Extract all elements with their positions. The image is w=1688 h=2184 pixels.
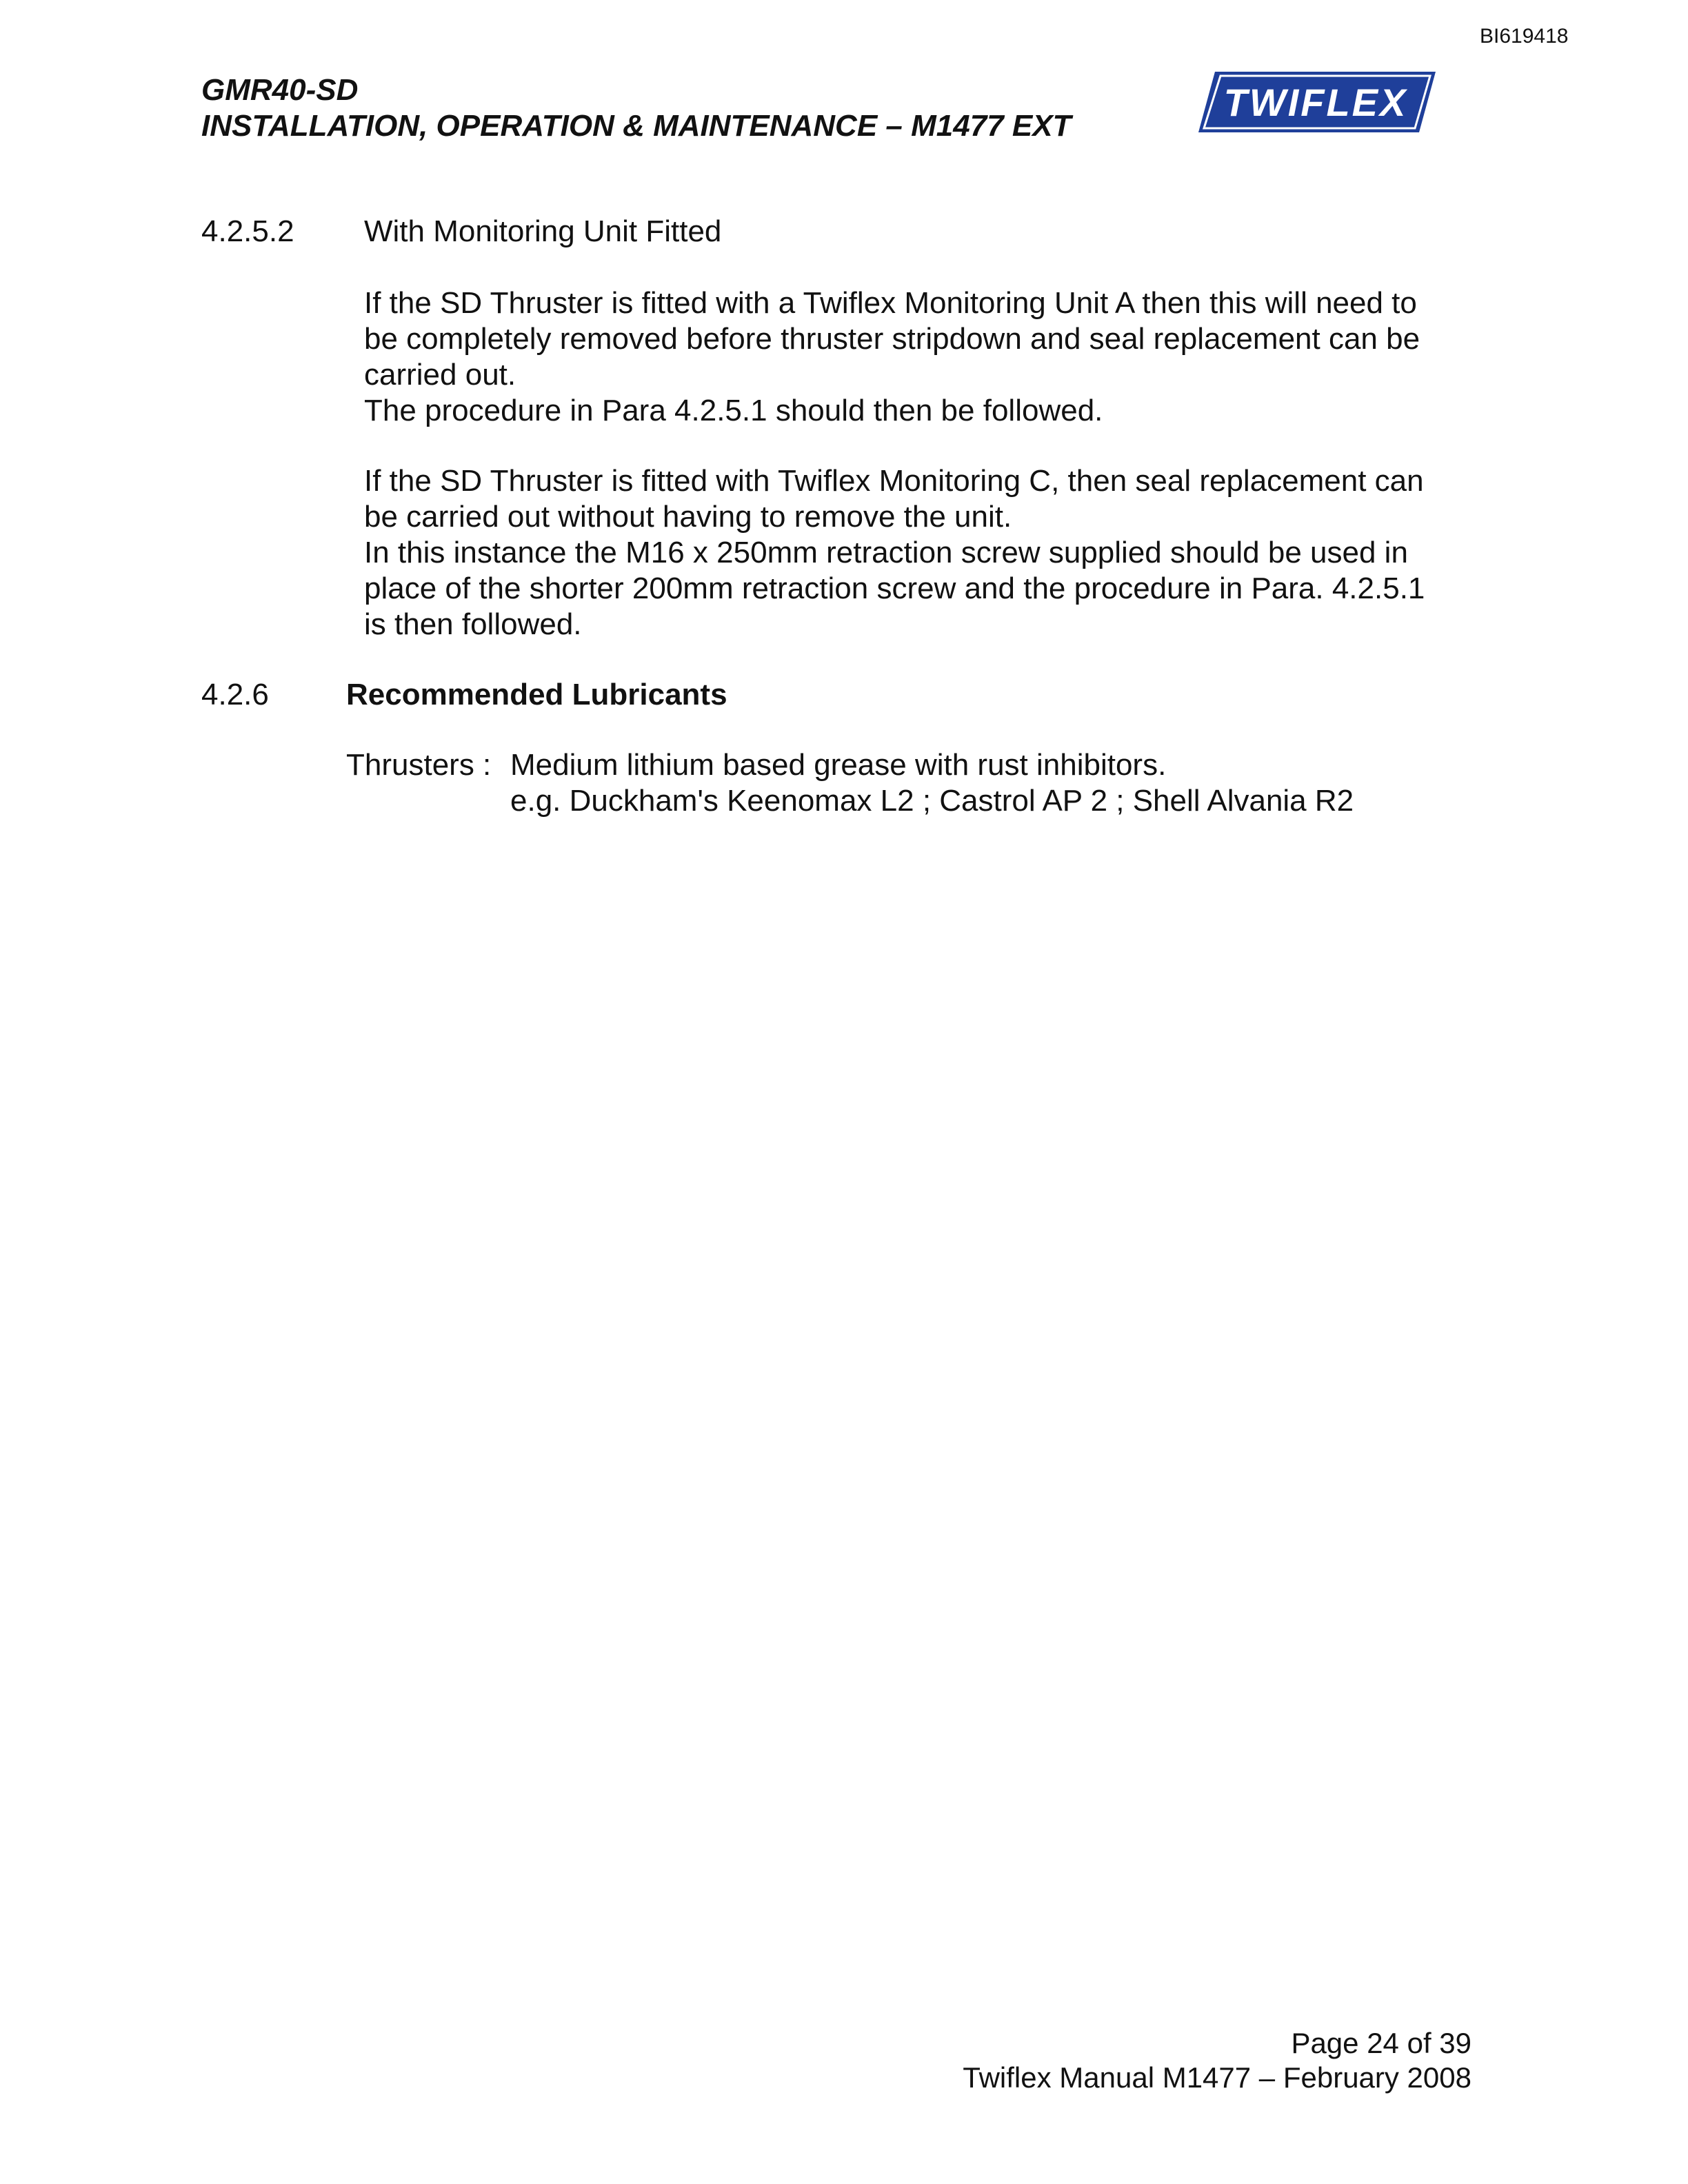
section-number-4-2-6: 4.2.6 bbox=[201, 678, 269, 711]
lubricant-label: Thrusters : bbox=[346, 748, 492, 782]
logo-text: TWIFLEX bbox=[1223, 81, 1408, 124]
paragraph-monitoring-unit-a bbox=[364, 285, 1420, 429]
lubricant-line: e.g. Duckham's Keenomax L2 ; Castrol AP 2 ; Shell Alvania R2 bbox=[510, 784, 1354, 818]
paragraph-line: be carried out without having to remove the unit. bbox=[364, 500, 1012, 534]
paragraph-line: be completely removed before thruster stripdown and seal replacement can be bbox=[364, 322, 1420, 356]
page-number: Page 24 of 39 bbox=[1291, 2027, 1471, 2059]
section-title-4-2-5-2: With Monitoring Unit Fitted bbox=[364, 214, 722, 248]
paragraph-line: If the SD Thruster is fitted with Twiflex Monitoring C, then seal replacement can bbox=[364, 464, 1424, 498]
header-title: INSTALLATION, OPERATION & MAINTENANCE – M1477 EXT bbox=[201, 109, 1072, 143]
paragraph-monitoring-c bbox=[364, 463, 1425, 643]
paragraph-line: place of the shorter 200mm retraction screw and the procedure in Para. 4.2.5.1 bbox=[364, 572, 1425, 605]
manual-reference: Twiflex Manual M1477 – February 2008 bbox=[963, 2061, 1471, 2094]
paragraph-line: carried out. bbox=[364, 358, 516, 392]
section-title-4-2-6: Recommended Lubricants bbox=[346, 678, 727, 711]
paragraph-line: In this instance the M16 x 250mm retraction screw supplied should be used in bbox=[364, 536, 1408, 569]
document-id: BI619418 bbox=[1480, 25, 1569, 48]
paragraph-line: The procedure in Para 4.2.5.1 should then be followed. bbox=[364, 394, 1103, 427]
lubricant-line: Medium lithium based grease with rust inhibitors. bbox=[510, 748, 1167, 782]
paragraph-line: If the SD Thruster is fitted with a Twiflex Monitoring Unit A then this will need to bbox=[364, 286, 1417, 320]
twiflex-logo bbox=[1197, 69, 1438, 135]
header-model: GMR40-SD bbox=[201, 73, 359, 107]
section-number-4-2-5-2: 4.2.5.2 bbox=[201, 214, 294, 248]
lubricant-details bbox=[510, 747, 1354, 819]
paragraph-line: is then followed. bbox=[364, 607, 582, 641]
